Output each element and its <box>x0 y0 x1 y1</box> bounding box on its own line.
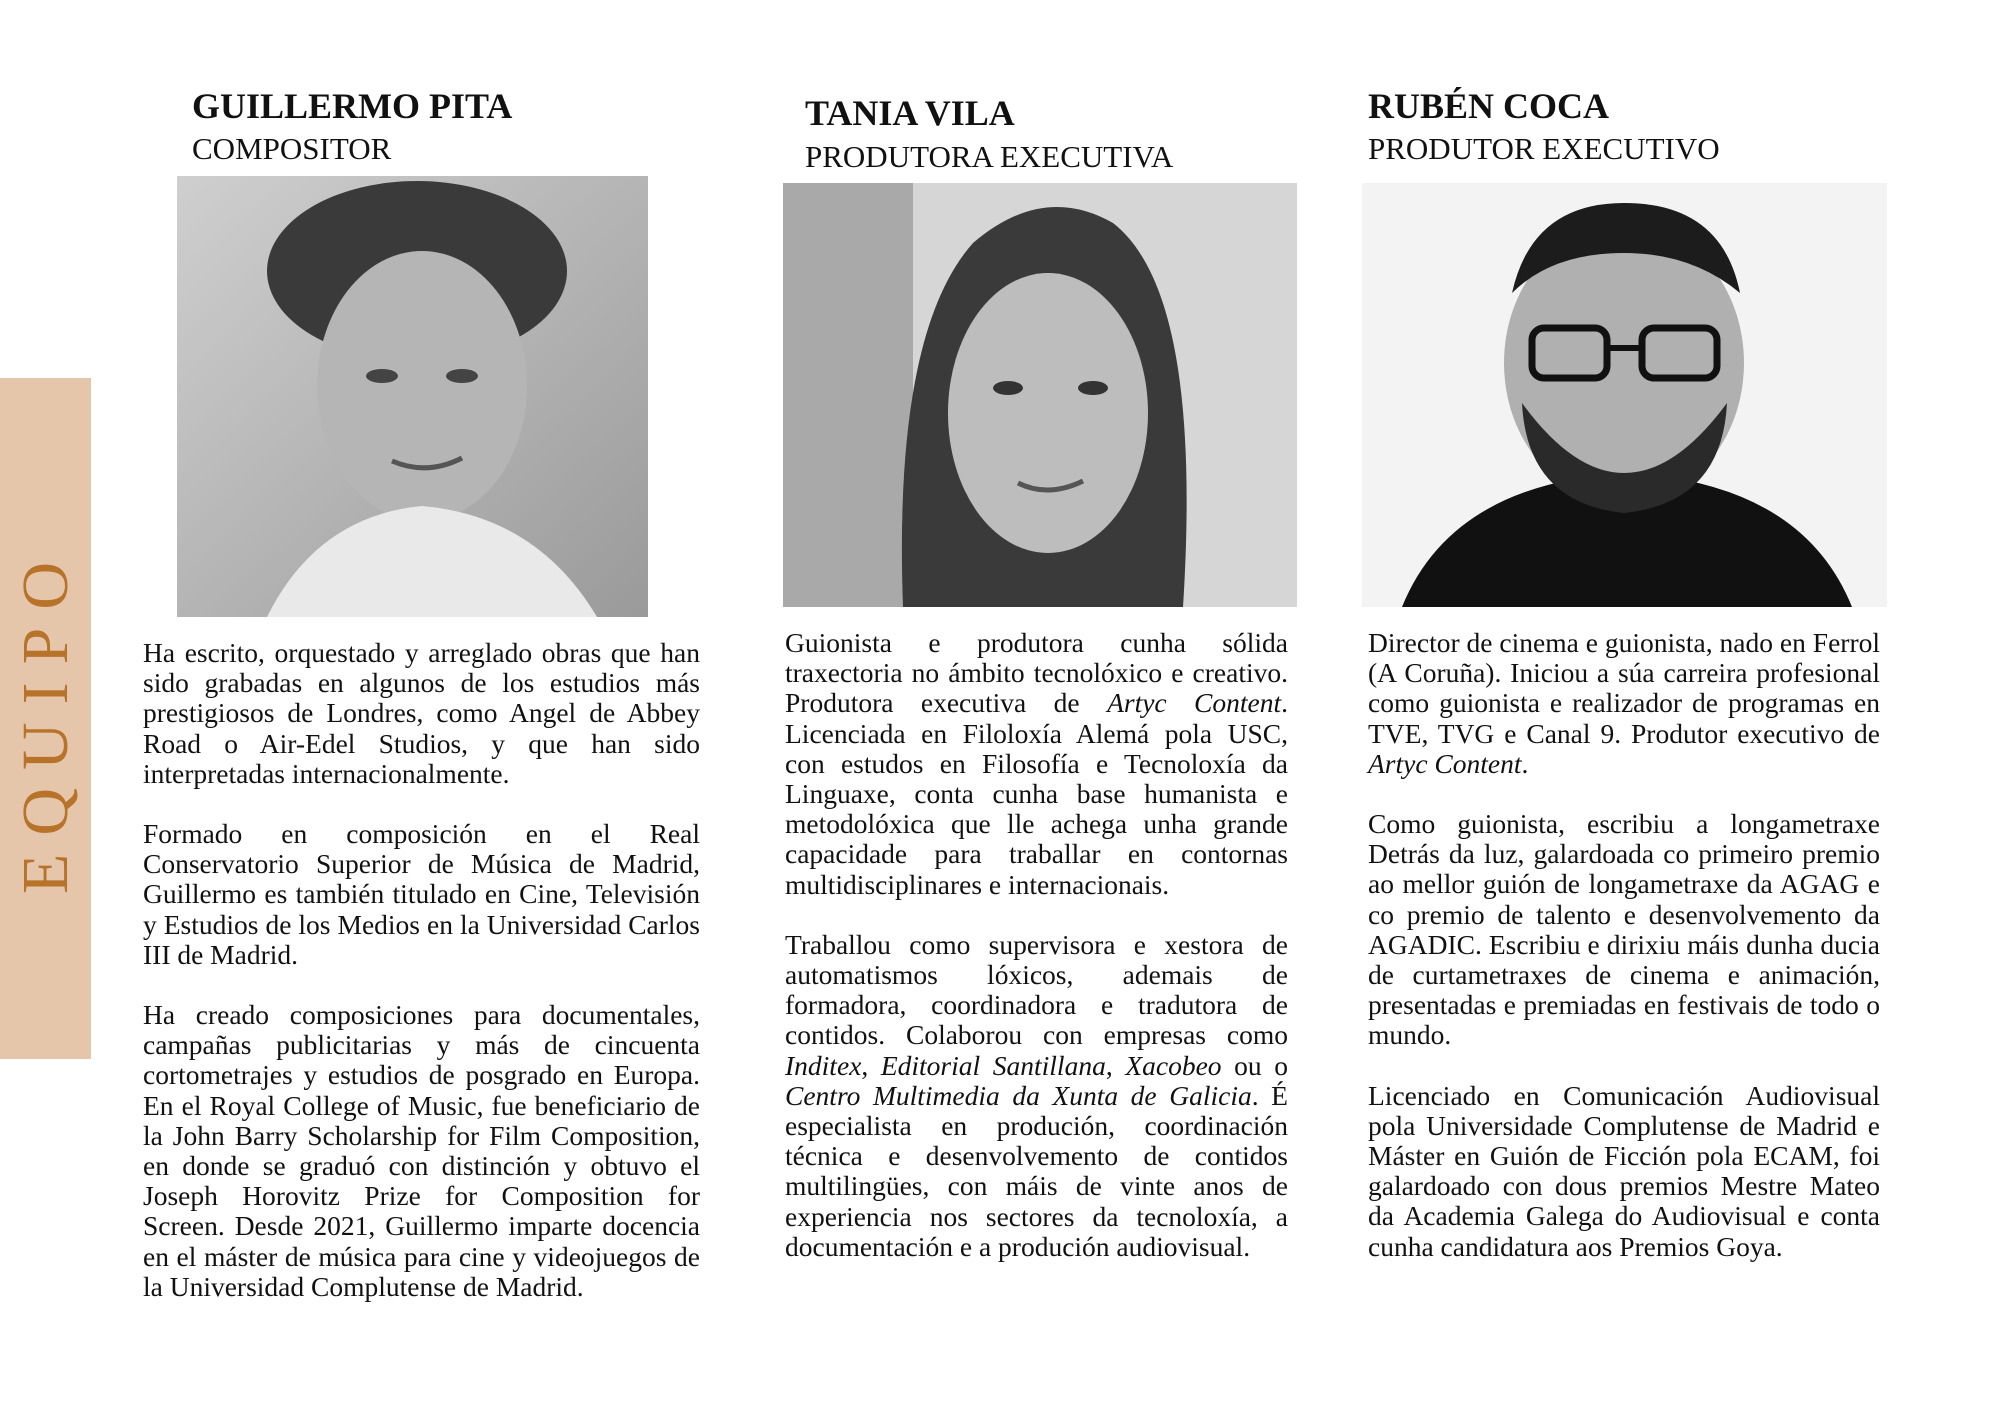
bio-italic-text: Centro Multimedia da Xunta de Galicia <box>785 1079 1252 1111</box>
bio-text: . É especialista en produción, coordinación técnica e desenvolvemento de contidos multilingües, con máis de vinte anos de experiencia nos sectores da tecnoloxía, a documentación e a produción audiovisual. <box>785 1079 1288 1262</box>
bio-text: Traballou como supervisora e xestora de automatismos lóxicos, ademais de formadora, coordinadora e tradutora de contidos. Colaborou con empresas como <box>785 928 1288 1051</box>
bio-paragraph <box>785 628 1288 900</box>
bio-text: Licenciado en Comunicación Audiovisual pola Universidade Complutense de Madrid e Máster en Guión de Ficción pola ECAM, foi galardoado con dous premios Mestre Mateo da Academia Galega do Audiovisual e conta cunha candidatura aos Premios Goya. <box>1368 1079 1880 1262</box>
bio-text: . Licenciada en Filoloxía Alemá pola USC, con estudos en Filosofía e Tecnoloxía da Linguaxe, conta cunha base humanista e metodolóxica que lle achega unha grande capacidade para traballar en contornas multidisciplinares e internacionais. <box>785 687 1288 900</box>
member-bio <box>785 628 1288 1262</box>
bio-text: ou o <box>1221 1049 1288 1081</box>
member-role: PRODUTOR EXECUTIVO <box>1368 131 1720 166</box>
bio-paragraph <box>1368 628 1880 779</box>
bio-text: Como guionista, escribiu a longametraxe Detrás da luz, galardoada co primeiro premio ao mellor guión de longametraxe da AGAG e co premio de talento e desenvolvemento da AGADIC. Escribiu e dirixiu máis dunha ducia de curtametraxes de cinema e animación, presentadas e premiadas en festivais de todo o mundo. <box>1368 808 1880 1051</box>
bio-paragraph <box>1368 1081 1880 1262</box>
member-name: TANIA VILA <box>805 93 1015 133</box>
portrait-photo-icon <box>783 183 1297 607</box>
bio-text: , <box>1105 1049 1126 1081</box>
portrait-photo-icon <box>177 176 648 617</box>
member-role: COMPOSITOR <box>192 131 392 166</box>
bio-paragraph <box>785 930 1288 1262</box>
bio-italic-text: Artyc Content <box>1368 747 1522 779</box>
member-role: PRODUTORA EXECUTIVA <box>805 139 1174 174</box>
bio-paragraph <box>143 1000 700 1302</box>
bio-text: Formado en composición en el Real Conservatorio Superior de Música de Madrid, Guillermo es también titulado en Cine, Televisión y Estudios de los Medios en la Universidad Carlos III de Madrid. <box>143 818 700 970</box>
section-tab <box>0 378 91 1059</box>
portrait-photo-icon <box>1362 183 1887 607</box>
bio-text: , <box>861 1049 881 1081</box>
section-label: EQUIPO <box>8 543 82 894</box>
member-bio <box>1368 628 1880 1262</box>
bio-italic-text: Xacobeo <box>1125 1049 1222 1081</box>
member-name: RUBÉN COCA <box>1368 86 1610 126</box>
bio-text: Ha escrito, orquestado y arreglado obras que han sido grabadas en algunos de los estudios más prestigiosos de Londres, como Angel de Abbey Road o Air-Edel Studios, y que han sido interpretadas internacionalmente. <box>143 637 700 789</box>
bio-text: . <box>1521 747 1529 779</box>
member-name: GUILLERMO PITA <box>192 86 513 126</box>
bio-paragraph <box>143 819 700 970</box>
bio-paragraph <box>143 638 700 789</box>
bio-italic-text: Inditex <box>785 1049 862 1081</box>
bio-italic-text: Artyc Content <box>1107 687 1282 719</box>
bio-text: Director de cinema e guionista, nado en Ferrol (A Coruña). Iniciou a súa carreira profesional como guionista e realizador de programas en TVE, TVG e Canal 9. Produtor executivo de <box>1368 627 1880 749</box>
bio-text: Guionista e produtora cunha sólida traxectoria no ámbito tecnolóxico e creativo. Produtora executiva de <box>785 627 1288 719</box>
bio-italic-text: Editorial Santillana <box>880 1049 1106 1081</box>
bio-paragraph <box>1368 809 1880 1051</box>
bio-text: Ha creado composiciones para documentales, campañas publicitarias y más de cincuenta cortometrajes y estudios de posgrado en Europa. En el Royal College of Music, fue beneficiario de la John Barry Scholarship for Film Composition, en donde se graduó con distinción y obtuvo el Joseph Horovitz Prize for Composition for Screen. Desde 2021, Guillermo imparte docencia en el máster de música para cine y videojuegos de la Universidad Complutense de Madrid. <box>143 999 700 1302</box>
member-bio <box>143 638 700 1302</box>
